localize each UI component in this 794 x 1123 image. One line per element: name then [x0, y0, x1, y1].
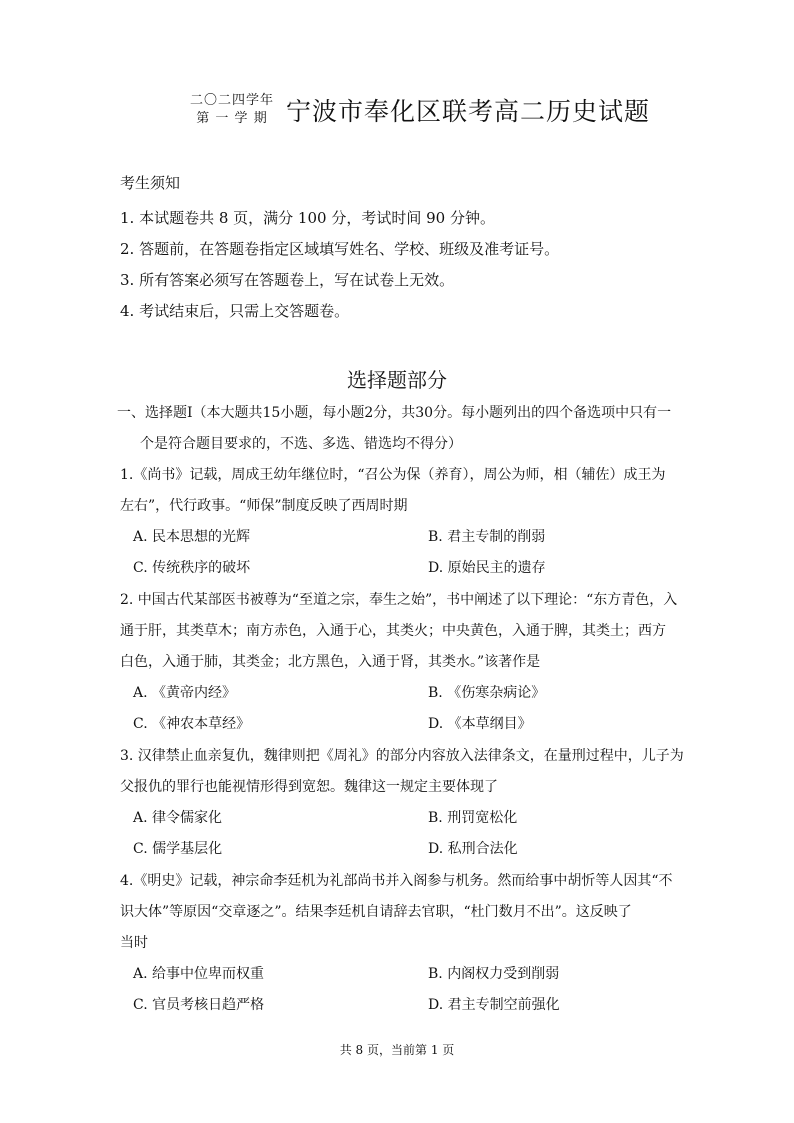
option-a: A. 民本思想的光辉: [133, 529, 251, 545]
option-b: B. 君主专制的削弱: [428, 529, 546, 545]
notice-item: 4. 考试结束后，只需上交答题卷。: [120, 302, 350, 320]
question-stem: 白色，入通于肺，其类金；北方黑色，入通于肾，其类水。”该著作是: [120, 654, 541, 670]
option-d: D. 君主专制空前强化: [428, 997, 560, 1013]
question-2: [120, 585, 690, 740]
option-c: C. 传统秩序的破坏: [133, 560, 251, 576]
options-grid: [120, 522, 690, 584]
candidate-notice: [120, 172, 559, 327]
instruction-line: 个是符合题目要求的，不选、多选、错选均不得分）: [140, 436, 462, 452]
question-stem: 1.《尚书》记载，周成王幼年继位时，“召公为保（养育），周公为师，相（辅佐）成王为: [120, 467, 666, 483]
term-semester: 第 一 学 期: [196, 111, 268, 126]
question-4: [120, 866, 690, 1021]
option-c: C. 官员考核日趋严格: [133, 997, 265, 1013]
question-stem: 通于肝，其类草木；南方赤色，入通于心，其类火；中央黄色，入通于脾，其类土；西方: [120, 623, 666, 639]
exam-title: 宁波市奉化区联考高二历史试题: [286, 97, 651, 126]
option-d: D. 原始民主的遗存: [428, 560, 546, 576]
question-1: [120, 460, 690, 584]
option-b: B. 刑罚宽松化: [428, 810, 518, 826]
term-label: [190, 92, 274, 128]
instruction-line: 一、选择题Ⅰ（本大题共15小题，每小题2分，共30分。每小题列出的四个备选项中只有一: [117, 405, 672, 421]
option-b: B. 内阁权力受到削弱: [428, 966, 560, 982]
question-stem: 父报仇的罪行也能视情形得到宽恕。魏律这一规定主要体现了: [120, 779, 498, 795]
option-a: A. 律令儒家化: [133, 810, 223, 826]
notice-item: 3. 所有答案必须写在答题卷上，写在试卷上无效。: [120, 271, 455, 289]
options-grid: [120, 803, 690, 865]
question-3: [120, 741, 690, 865]
question-stem: 2. 中国古代某部医书被尊为“至道之宗，奉生之始”，书中阐述了以下理论：“东方青色，入: [120, 592, 678, 608]
option-a: A. 《黄帝内经》: [133, 685, 237, 701]
question-stem: 3. 汉律禁止血亲复仇，魏律则把《周礼》的部分内容放入法律条文，在量刑过程中，儿子为: [120, 748, 684, 764]
page-footer: 共 8 页，当前第 1 页: [339, 1043, 455, 1057]
option-d: D. 私刑合法化: [428, 841, 518, 857]
question-stem: 识大体”等原因“交章逐之”。结果李廷机自请辞去官职，“杜门数月不出”。这反映了: [120, 904, 632, 920]
notice-item: 1. 本试题卷共 8 页，满分 100 分，考试时间 90 分钟。: [120, 209, 495, 227]
exam-header: [190, 92, 650, 128]
options-grid: [120, 678, 690, 740]
option-c: C. 《神农本草经》: [133, 716, 251, 732]
question-stem: 左右”，代行政事。“师保”制度反映了西周时期: [120, 498, 408, 514]
option-a: A. 给事中位卑而权重: [133, 966, 265, 982]
question-stem: 4.《明史》记载，神宗命李廷机为礼部尚书并入阁参与机务。然而给事中胡忻等人因其“不: [120, 873, 673, 889]
question-stem: 当时: [120, 935, 148, 951]
options-grid: [120, 959, 690, 1021]
section-instruction: [117, 398, 687, 460]
notice-heading: 考生须知: [120, 174, 181, 192]
option-d: D. 《本草纲目》: [428, 716, 532, 732]
section-title: 选择题部分: [347, 368, 447, 392]
option-b: B. 《伤寒杂病论》: [428, 685, 546, 701]
term-year: 二〇二四学年: [190, 93, 275, 108]
notice-item: 2. 答题前，在答题卷指定区域填写姓名、学校、班级及准考证号。: [120, 240, 560, 258]
option-c: C. 儒学基层化: [133, 841, 223, 857]
